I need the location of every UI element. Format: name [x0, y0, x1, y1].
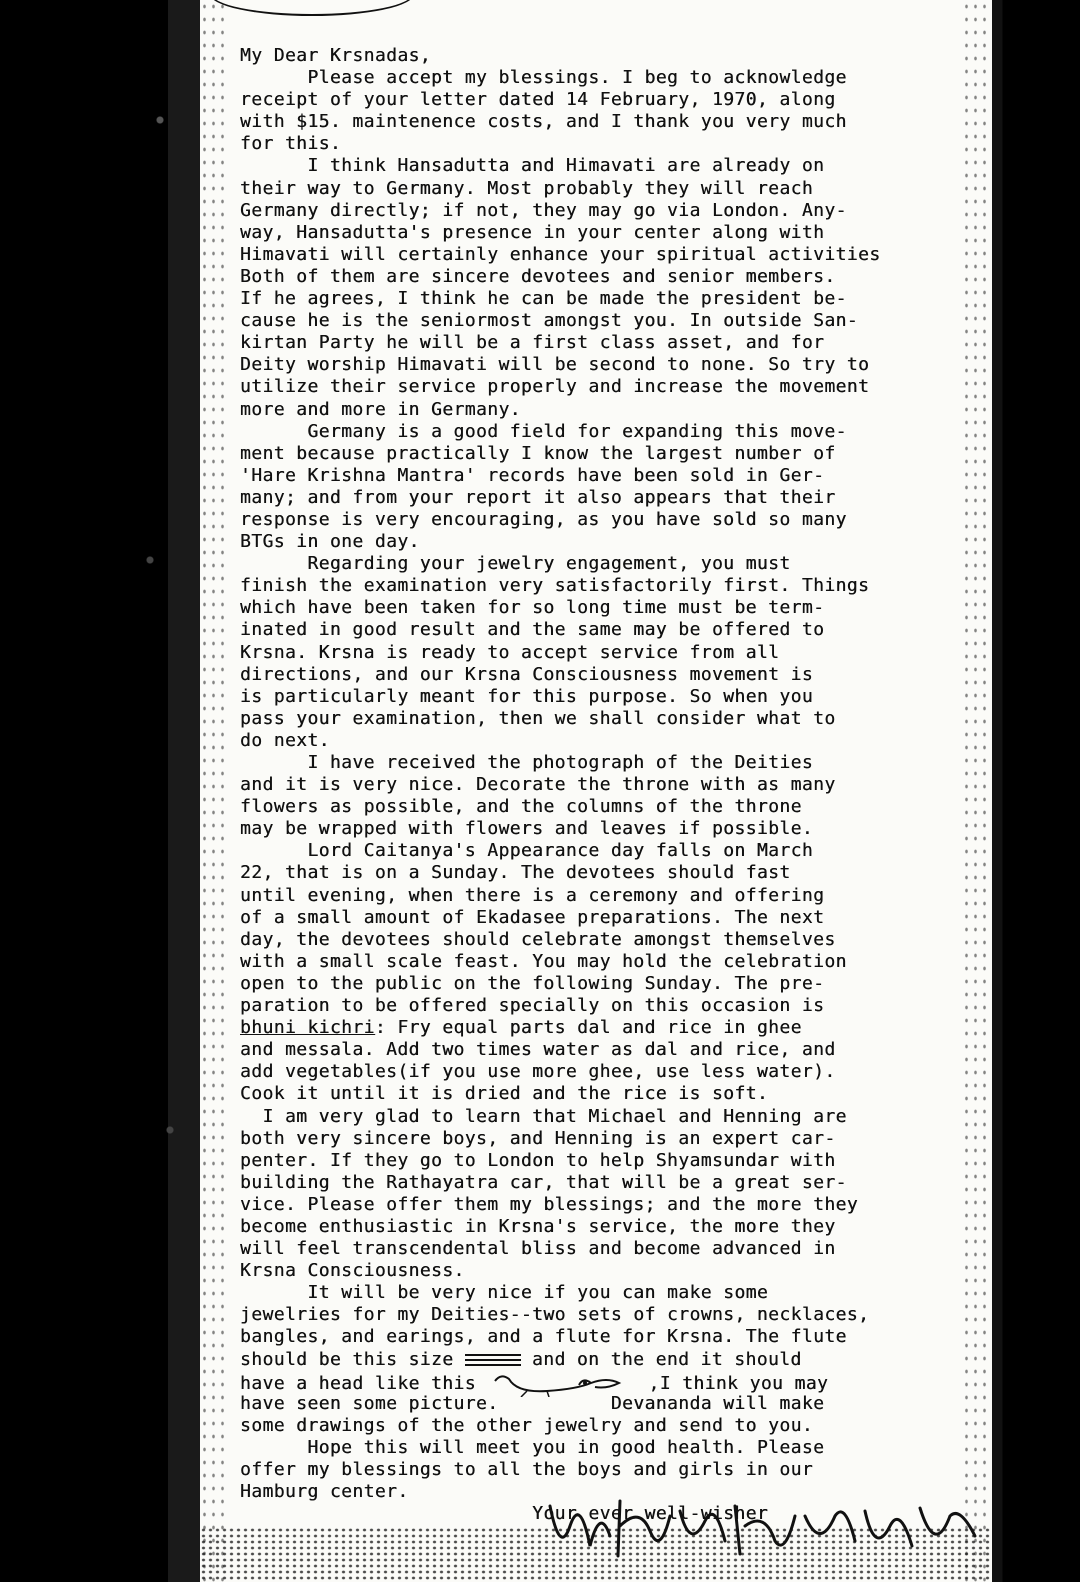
- head-text-post: ,I think you may: [637, 1372, 829, 1394]
- letter-line: Both of them are sincere devotees and senior members.: [240, 265, 836, 287]
- letter-line: have seen some picture. Devananda will make: [240, 1392, 825, 1414]
- letter-line: utilize their service properly and increase the movement: [240, 376, 870, 398]
- letter-line: may be wrapped with flowers and leaves if possible.: [240, 818, 814, 840]
- kichri-term: bhuni kichri: [240, 1017, 375, 1039]
- letter-line: add vegetables(if you use more ghee, use less water).: [240, 1061, 836, 1083]
- top-mark: [210, 0, 414, 16]
- letter-line: Regarding your jewelry engagement, you must: [240, 553, 791, 575]
- letter-line: paration to be offered specially on this occasion is: [240, 995, 825, 1017]
- letter-line: some drawings of the other jewelry and send to you.: [240, 1414, 814, 1436]
- letter-line: cause he is the seniormost amongst you. In outside San-: [240, 310, 859, 332]
- letter-line: Krsna. Krsna is ready to accept service from all: [240, 641, 780, 663]
- head-text-pre: have a head like this: [240, 1372, 488, 1394]
- scan-right-border: [992, 0, 1080, 1582]
- letter-line: vice. Please offer them my blessings; and the more they: [240, 1193, 859, 1215]
- letter-line: open to the public on the following Sunday. The pre-: [240, 972, 825, 994]
- paragraphs-block-2: [240, 1039, 988, 1348]
- letter-line: Hope this will meet you in good health. Please: [240, 1436, 825, 1458]
- letter-line: inated in good result and the same may be offered to: [240, 619, 825, 641]
- head-line: [240, 1371, 988, 1393]
- letter-line: is particularly meant for this purpose. So when you: [240, 685, 814, 707]
- letter-line: It will be very nice if you can make some: [240, 1282, 769, 1304]
- kichri-rest: : Fry equal parts dal and rice in ghee: [374, 1017, 802, 1039]
- paragraphs-block-1: [240, 67, 988, 1017]
- letter-line: directions, and our Krsna Consciousness movement is: [240, 663, 814, 685]
- letter-line: of a small amount of Ekadasee preparations. The next: [240, 906, 825, 928]
- letter-line: many; and from your report it also appears that their: [240, 486, 836, 508]
- letter-line: more and more in Germany.: [240, 398, 521, 420]
- letter-line: Germany directly; if not, they may go via London. Any-: [240, 199, 847, 221]
- letter-line: and it is very nice. Decorate the throne with as many: [240, 774, 836, 796]
- closing: Your ever well-wisher: [240, 1503, 769, 1525]
- letter-line: until evening, when there is a ceremony and offering: [240, 884, 825, 906]
- letter-line: for this.: [240, 133, 342, 155]
- letter-line: both very sincere boys, and Henning is an expert car-: [240, 1127, 836, 1149]
- letter-line: do next.: [240, 729, 330, 751]
- letter-line: BTGs in one day.: [240, 531, 420, 553]
- letter-body: [240, 45, 988, 1525]
- letter-line: flowers as possible, and the columns of the throne: [240, 796, 802, 818]
- letter-line: I think Hansadutta and Himavati are already on: [240, 155, 825, 177]
- letter-line: finish the examination very satisfactorily first. Things: [240, 575, 870, 597]
- letter-line: Cook it until it is dried and the rice is soft.: [240, 1083, 769, 1105]
- letter-line: jewelries for my Deities--two sets of crowns, necklaces,: [240, 1304, 870, 1326]
- letter-line: response is very encouraging, as you have sold so many: [240, 508, 847, 530]
- flute-line: [240, 1349, 988, 1371]
- salutation: My Dear Krsnadas,: [240, 45, 432, 66]
- letter-line: receipt of your letter dated 14 February, 1970, along: [240, 89, 836, 111]
- letter-line: with a small scale feast. You may hold the celebration: [240, 950, 847, 972]
- letter-line: Lord Caitanya's Appearance day falls on March: [240, 840, 814, 862]
- letter-line: penter. If they go to London to help Shyamsundar with: [240, 1149, 836, 1171]
- letter-line: Himavati will certainly enhance your spiritual activities: [240, 243, 881, 265]
- letter-line: offer my blessings to all the boys and girls in our: [240, 1459, 814, 1480]
- letter-line: which have been taken for so long time must be term-: [240, 597, 825, 619]
- letter-line: pass your examination, then we shall consider what to: [240, 707, 836, 729]
- letter-line: 'Hare Krishna Mantra' records have been sold in Ger-: [240, 464, 825, 486]
- left-edge-speckle: [200, 0, 230, 1582]
- letter-line: and messala. Add two times water as dal and rice, and: [240, 1039, 836, 1061]
- flute-text-post: and on the end it should: [520, 1348, 802, 1370]
- letter-line: day, the devotees should celebrate amongst themselves: [240, 928, 836, 950]
- bottom-edge-grime: [200, 1527, 992, 1582]
- flute-drawing-icon: [465, 1351, 521, 1369]
- letter-page: [200, 0, 992, 1582]
- letter-line: Krsna Consciousness.: [240, 1260, 465, 1282]
- letter-line: ment because practically I know the largest number of: [240, 442, 836, 464]
- letter-line: with $15. maintenence costs, and I thank you very much: [240, 111, 847, 133]
- letter-line: bangles, and earings, and a flute for Krsna. The flute: [240, 1326, 847, 1348]
- kichri-line: [240, 1017, 988, 1039]
- letter-line: I am very glad to learn that Michael and Henning are: [240, 1105, 847, 1127]
- letter-line: I have received the photograph of the Deities: [240, 752, 814, 773]
- flute-text-pre: should be this size: [240, 1348, 465, 1370]
- letter-line: kirtan Party he will be a first class asset, and for: [240, 332, 825, 354]
- letter-line: 22, that is on a Sunday. The devotees should fast: [240, 862, 791, 884]
- letter-line: their way to Germany. Most probably they will reach: [240, 177, 814, 199]
- letter-line: way, Hansadutta's presence in your center along with: [240, 221, 825, 243]
- letter-line: Germany is a good field for expanding this move-: [240, 420, 847, 442]
- letter-line: Please accept my blessings. I beg to acknowledge: [240, 67, 847, 89]
- letter-line: Deity worship Himavati will be second to none. So try to: [240, 354, 870, 376]
- letter-line: will feel transcendental bliss and become advanced in: [240, 1238, 836, 1260]
- letter-line: Hamburg center.: [240, 1481, 409, 1503]
- scan-left-border: [0, 0, 200, 1582]
- letter-line: become enthusiastic in Krsna's service, the more they: [240, 1215, 836, 1237]
- letter-line: building the Rathayatra car, that will be a great ser-: [240, 1171, 847, 1193]
- letter-line: If he agrees, I think he can be made the president be-: [240, 288, 847, 310]
